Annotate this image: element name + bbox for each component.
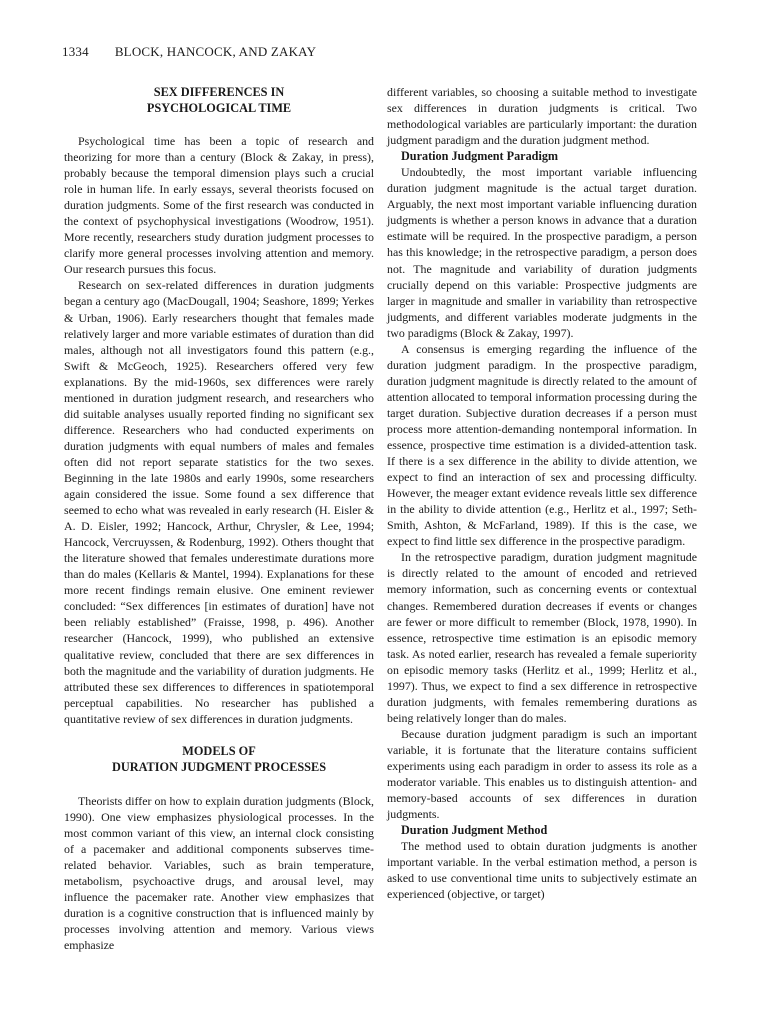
paragraph-continued: different variables, so choosing a suitable method to investigate sex differences in duration judgments is critical. Two methodological variables are particularly important: the duration judgment paradigm and the duration judgment method. [387, 85, 697, 148]
page-number: 1334 [62, 44, 89, 59]
paragraph: Because duration judgment paradigm is such an important variable, it is fortunate that the literature contains sufficient experiments using each paradigm in order to assess its role as a moderator variable. This enables us to distinguish attention- and memory-based accounts of sex differences in duration judgments. [387, 726, 697, 822]
section-heading-sex-differences [64, 84, 374, 116]
running-head [62, 44, 316, 60]
heading-line: DURATION JUDGMENT PROCESSES [111, 759, 327, 774]
paragraph: Undoubtedly, the most important variable influencing duration judgment magnitude is the actual target duration. Arguably, the next most important variable influencing duration judgments is whether a person knows in advance that a duration estimate will be required. In the prospective paradigm, a person has this knowledge; in the retrospective paradigm, a person does not. The magnitude and variability of duration judgments crucially depend on this variable: Prospective judgments are larger in magnitude and smaller in variability than retrospective judgments, and different variables moderate judgments in the two paradigms (Block & Zakay, 1997). [387, 165, 697, 340]
left-column [64, 84, 374, 953]
running-head-authors: BLOCK, HANCOCK, AND ZAKAY [114, 44, 317, 59]
section-heading-models [64, 743, 374, 775]
paragraph: Psychological time has been a topic of research and theorizing for more than a century (Block & Zakay, in press), probably because the temporal dimension plays such a crucial role in human life. In early essays, several theorists focused on duration judgments. Some of the first research was conducted in the context of psychophysical investigations (Woodrow, 1951). More recently, researchers study duration judgment processes to clarify more general processes involving attention and memory. Our research pursues this focus. [64, 134, 374, 277]
subheading-method: Duration Judgment Method [401, 823, 548, 838]
subheading-paradigm: Duration Judgment Paradigm [401, 149, 559, 164]
right-column [387, 84, 697, 902]
paragraph: Theorists differ on how to explain duration judgments (Block, 1990). One view emphasizes physiological processes. In the most common variant of this view, an internal clock consisting of a pacemaker and additional components subserves time-related behavior. Variables, such as brain temperature, metabolism, psychoactive drugs, and arousal level, may influence the pacemaker rate. Another view emphasizes that duration is a cognitive construction that is influenced mainly by processes involving attention and memory. Various views emphasize [64, 793, 374, 953]
paragraph: Research on sex-related differences in duration judgments began a century ago (MacDougall, 1904; Seashore, 1899; Yerkes & Urban, 1906). Early researchers thought that females made relatively larger and more variable estimates of duration than did males, although not all investigators found this pattern (e.g., Swift & McGeoch, 1925). Researchers offered very few explanations. By the mid-1960s, sex differences were rarely mentioned in duration judgment research, and researchers who did suitable analyses usually reported finding no significant sex difference. Researchers who had conducted experiments on duration judgments with equal numbers of males and females often did not report separate statistics for the two sexes. Beginning in the late 1980s and early 1990s, some researchers again considered the issue. Some found a sex difference that seemed to echo what was revealed in early research (H. Eisler & A. D. Eisler, 1992; Hancock, Arthur, Chrysler, & Lee, 1994; Hancock, Vercruyssen, & Rodenburg, 1992). Others thought that the literature showed that females underestimate durations more than do males (Kellaris & Mantel, 1994). Explanations for these more recent findings remain elusive. One eminent reviewer concluded: “Sex differences [in estimates of duration] have not been reliably established” (Fraisse, 1998, p. 496). Another researcher (Hancock, 1999), who published an extensive qualitative review, concluded that there are sex differences in both the magnitude and the variability of duration judgments. He attributed these sex differences to differences in spatiotemporal perceptual capabilities. No researcher has published a quantitative review of sex differences in duration judgments. [64, 278, 374, 726]
heading-line: MODELS OF [182, 743, 256, 758]
heading-line: PSYCHOLOGICAL TIME [146, 101, 292, 115]
paragraph: In the retrospective paradigm, duration judgment magnitude is directly related to the amount of encoded and retrieved memory information, such as concerning events or contextual changes. Remembered duration decreases if events or changes are fewer or more difficult to remember (Block, 1978, 1990). In essence, retrospective time estimation is an episodic memory task. As noted earlier, research has revealed a female superiority on episodic memory tasks (Herlitz et al., 1999; Herlitz et al., 1997). Thus, we expect to find a sex difference in retrospective duration judgments, with females remembering durations as being relatively longer than do males. [387, 550, 697, 725]
paragraph: The method used to obtain duration judgments is another important variable. In the verbal estimation method, a person is asked to use conventional time units to subjectively estimate an experienced (objective, or target) [387, 839, 697, 902]
paragraph: A consensus is emerging regarding the influence of the duration judgment paradigm. In the prospective paradigm, duration judgment magnitude is directly related to the amount of attention allocated to temporal information processing during the target duration. Subjective duration decreases if a person must process more attention-demanding nontemporal information. In essence, prospective time estimation is a divided-attention task. If there is a sex difference in the ability to divide attention, we expect to find an interaction of sex and processing difficulty. However, the meager extant evidence reveals little sex difference in the ability to divide attention (e.g., Herlitz et al., 1997; Seth-Smith, Ashton, & McFarland, 1989). If this is the case, we expect to find little sex difference in the prospective paradigm. [387, 341, 697, 549]
heading-line: SEX DIFFERENCES IN [153, 85, 285, 99]
